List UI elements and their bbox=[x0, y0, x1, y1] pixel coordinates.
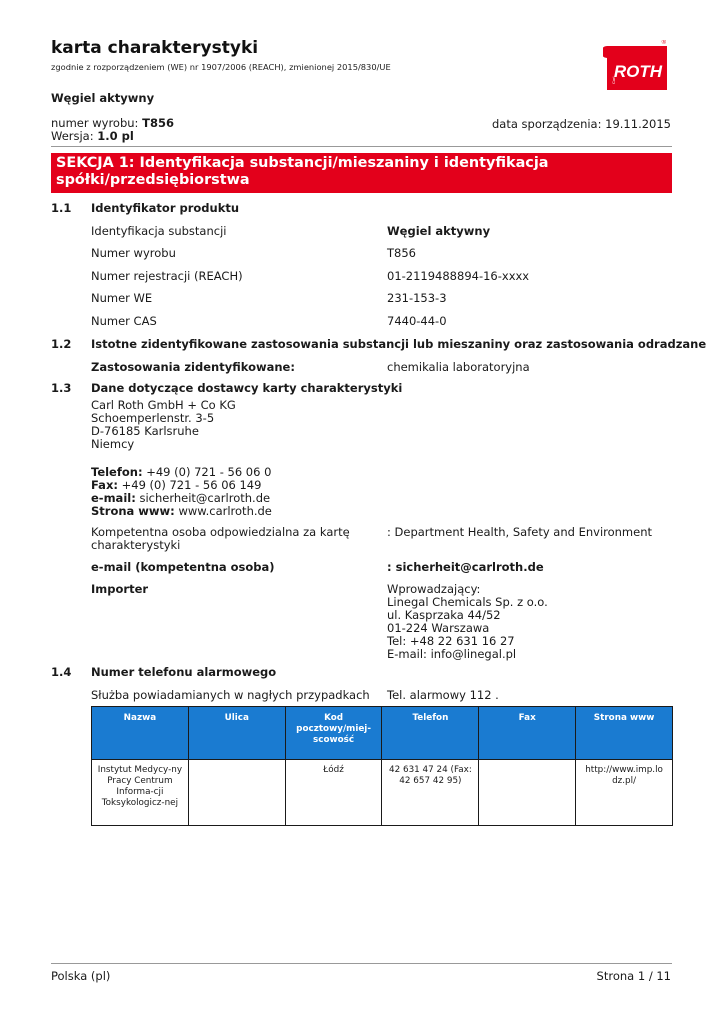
supplier-address bbox=[91, 399, 236, 451]
emergency-table bbox=[91, 706, 673, 826]
table-row bbox=[92, 760, 673, 826]
col-header-website: Strona www bbox=[576, 707, 673, 760]
cell-street bbox=[188, 760, 285, 826]
col-header-street: Ulica bbox=[188, 707, 285, 760]
logo-text: ROTH bbox=[613, 62, 663, 81]
web-label: Strona www: bbox=[91, 504, 175, 518]
competent-label bbox=[91, 526, 350, 552]
s14-heading: Numer telefonu alarmowego bbox=[91, 665, 277, 679]
date-label: data sporządzenia: bbox=[491, 117, 602, 131]
s14-value: Tel. alarmowy 112 . bbox=[387, 688, 499, 702]
roth-logo bbox=[603, 40, 671, 96]
cell-fax bbox=[479, 760, 576, 826]
logo-registered: ® bbox=[661, 40, 666, 46]
s14-number: 1.4 bbox=[51, 665, 72, 679]
col-header-name: Nazwa bbox=[92, 707, 189, 760]
footer-page-number: Strona 1 / 11 bbox=[596, 969, 671, 983]
item-number: T856 bbox=[142, 116, 174, 130]
web-value[interactable]: www.carlroth.de bbox=[178, 504, 272, 518]
address-line: Carl Roth GmbH + Co KG bbox=[91, 398, 236, 412]
email-competent-value[interactable]: : sicherheit@carlroth.de bbox=[387, 560, 544, 574]
fax-value: +49 (0) 721 - 56 06 149 bbox=[121, 478, 262, 492]
header-divider bbox=[51, 146, 672, 147]
importer-line[interactable]: E-mail: info@linegal.pl bbox=[387, 647, 517, 661]
competent-label-line: Kompetentna osoba odpowiedzialna za kartę bbox=[91, 525, 350, 539]
supplier-contact bbox=[91, 466, 272, 518]
s11-number: 1.1 bbox=[51, 201, 72, 215]
address-line: Niemcy bbox=[91, 437, 135, 451]
date-block bbox=[492, 117, 671, 131]
s11-row-label: Identyfikacja substancji bbox=[91, 224, 227, 238]
col-header-fax: Fax bbox=[479, 707, 576, 760]
date-value: 19.11.2015 bbox=[605, 117, 671, 131]
item-version-block bbox=[51, 117, 174, 143]
address-line: Schoemperlenstr. 3-5 bbox=[91, 411, 215, 425]
address-line: D-76185 Karlsruhe bbox=[91, 424, 199, 438]
importer-line: Wprowadzający: bbox=[387, 582, 481, 596]
cell-phone: 42 631 47 24 (Fax: 42 657 42 95) bbox=[382, 760, 479, 826]
footer-divider bbox=[51, 963, 672, 964]
email-label: e-mail: bbox=[91, 491, 136, 505]
s14-label: Służba powiadamianych w nagłych przypadkach bbox=[91, 688, 370, 702]
competent-label-line: charakterystyki bbox=[91, 538, 181, 552]
s12-label: Zastosowania zidentyfikowane: bbox=[91, 360, 295, 374]
cell-postcode: Łódź bbox=[285, 760, 382, 826]
s11-row-label: Numer WE bbox=[91, 291, 153, 305]
s12-number: 1.2 bbox=[51, 337, 72, 351]
s11-row-value: 231-153-3 bbox=[387, 291, 447, 305]
s11-row-value: 7440-44-0 bbox=[387, 314, 447, 328]
s11-row-label: Numer CAS bbox=[91, 314, 157, 328]
importer-line: Tel: +48 22 631 16 27 bbox=[387, 634, 515, 648]
item-number-label: numer wyrobu: bbox=[51, 116, 139, 130]
phone-label: Telefon: bbox=[91, 465, 143, 479]
s11-row-value: 01-2119488894-16-xxxx bbox=[387, 269, 530, 283]
section-title: SEKCJA 1: Identyfikacja substancji/mieszaniny i identyfikacja spółki/przedsiębiorstwa bbox=[56, 155, 549, 188]
email-value[interactable]: sicherheit@carlroth.de bbox=[139, 491, 271, 505]
s11-row-label: Numer wyrobu bbox=[91, 246, 176, 260]
document-title: karta charakterystyki bbox=[51, 38, 259, 58]
version-label: Wersja: bbox=[51, 129, 94, 143]
cell-name: Instytut Medycy-ny Pracy Centrum Informa-cji Toksykologicz-nej bbox=[92, 760, 189, 826]
document-subtitle: zgodnie z rozporządzeniem (WE) nr 1907/2006 (REACH), zmienionej 2015/830/UE bbox=[51, 62, 391, 72]
product-name: Węgiel aktywny bbox=[51, 91, 155, 105]
cell-website[interactable]: http://www.imp.lo dz.pl/ bbox=[576, 760, 673, 826]
col-header-phone: Telefon bbox=[382, 707, 479, 760]
version: 1.0 pl bbox=[97, 129, 134, 143]
s11-row-value: Węgiel aktywny bbox=[387, 224, 491, 238]
importer-line: ul. Kasprzaka 44/52 bbox=[387, 608, 501, 622]
importer-block bbox=[387, 583, 548, 661]
s11-heading: Identyfikator produktu bbox=[91, 201, 240, 215]
importer-label: Importer bbox=[91, 582, 149, 596]
s12-value: chemikalia laboratoryjna bbox=[387, 360, 530, 374]
phone-value: +49 (0) 721 - 56 06 0 bbox=[146, 465, 272, 479]
footer-language: Polska (pl) bbox=[51, 969, 111, 983]
s13-heading: Dane dotyczące dostawcy karty charakterystyki bbox=[91, 381, 403, 395]
logo-small-text: Carl bbox=[611, 76, 616, 84]
competent-value: : Department Health, Safety and Environment bbox=[387, 525, 653, 539]
table-header-row bbox=[92, 707, 673, 760]
col-header-postcode: Kod pocztowy/miej-scowość bbox=[285, 707, 382, 760]
s11-row-label: Numer rejestracji (REACH) bbox=[91, 269, 243, 283]
importer-line: Linegal Chemicals Sp. z o.o. bbox=[387, 595, 548, 609]
importer-line: 01-224 Warszawa bbox=[387, 621, 490, 635]
fax-label: Fax: bbox=[91, 478, 118, 492]
s11-row-value: T856 bbox=[387, 246, 416, 260]
s13-number: 1.3 bbox=[51, 381, 72, 395]
email-competent-label: e-mail (kompetentna osoba) bbox=[91, 560, 275, 574]
s12-heading: Istotne zidentyfikowane zastosowania substancji lub mieszaniny oraz zastosowania odradzane bbox=[91, 337, 707, 351]
